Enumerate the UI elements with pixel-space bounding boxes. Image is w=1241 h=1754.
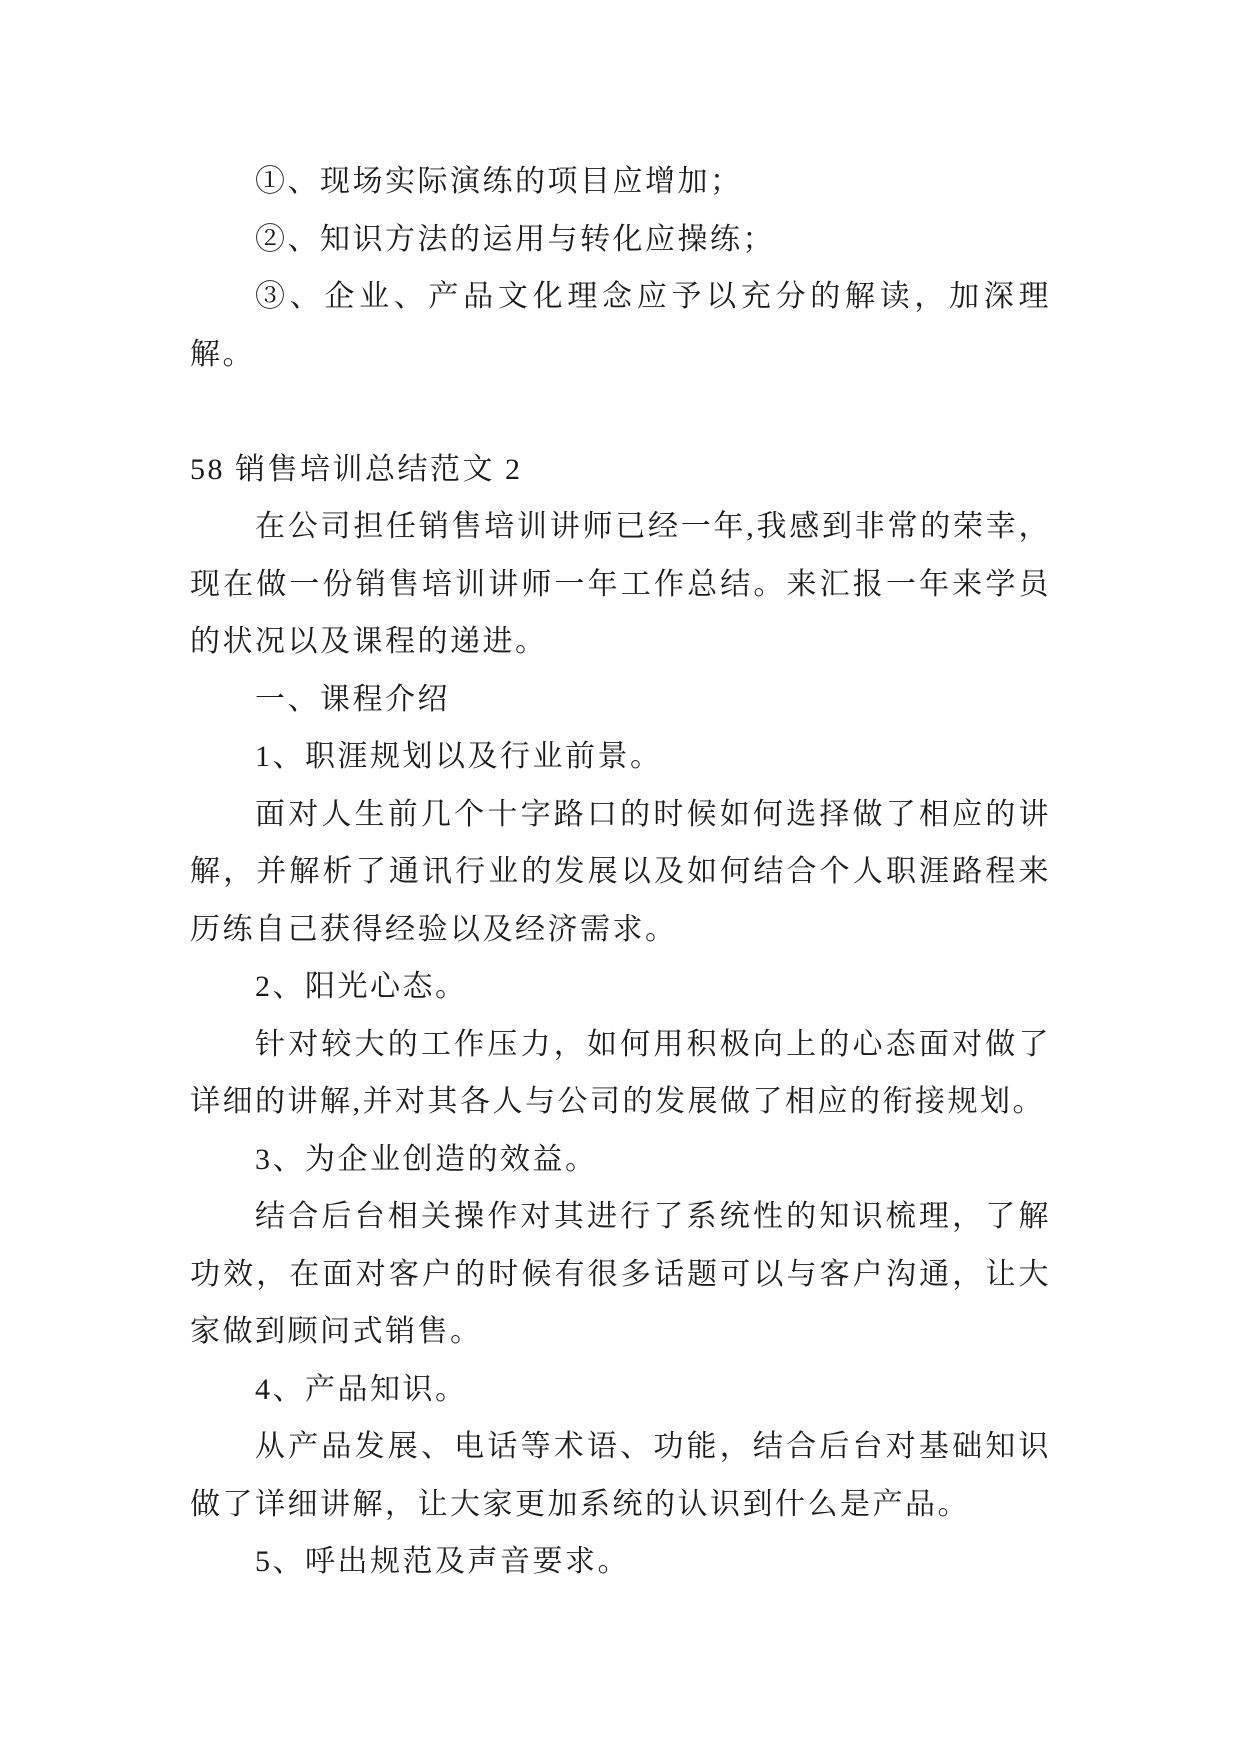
list-item: ③、企业、产品文化理念应予以充分的解读，加深理解。 [190, 280, 1051, 371]
paragraph: 在公司担任销售培训讲师已经一年,我感到非常的荣幸，现在做一份销售培训讲师一年工作总结。来汇报一年来学员的状况以及课程的递进。 [190, 510, 1051, 658]
numbered-heading: 2、阳光心态。 [255, 970, 468, 1003]
paragraph: 结合后台相关操作对其进行了系统性的知识梳理，了解功效，在面对客户的时候有很多话题可以与客户沟通，让大家做到顾问式销售。 [190, 1200, 1051, 1348]
numbered-heading: 4、产品知识。 [255, 1372, 468, 1406]
numbered-heading: 1、职涯规划以及行业前景。 [255, 740, 663, 773]
numbered-heading: 5、呼出规范及声音要求。 [255, 1545, 630, 1578]
document-body [190, 153, 1051, 1591]
section-title: 58 销售培训总结范文 2 [190, 452, 523, 486]
numbered-heading: 一、课程介绍 [255, 682, 450, 716]
list-item: ②、知识方法的运用与转化应操练； [255, 222, 775, 256]
numbered-heading: 3、为企业创造的效益。 [255, 1142, 598, 1176]
list-item: ①、现场实际演练的项目应增加； [255, 165, 743, 198]
paragraph: 针对较大的工作压力，如何用积极向上的心态面对做了详细的讲解,并对其各人与公司的发展做了相应的衔接规划。 [190, 1027, 1051, 1118]
paragraph: 从产品发展、电话等术语、功能，结合后台对基础知识做了详细讲解，让大家更加系统的认识到什么是产品。 [190, 1430, 1051, 1521]
paragraph: 面对人生前几个十字路口的时候如何选择做了相应的讲解，并解析了通讯行业的发展以及如何结合个人职涯路程来历练自己获得经验以及经济需求。 [190, 797, 1051, 946]
